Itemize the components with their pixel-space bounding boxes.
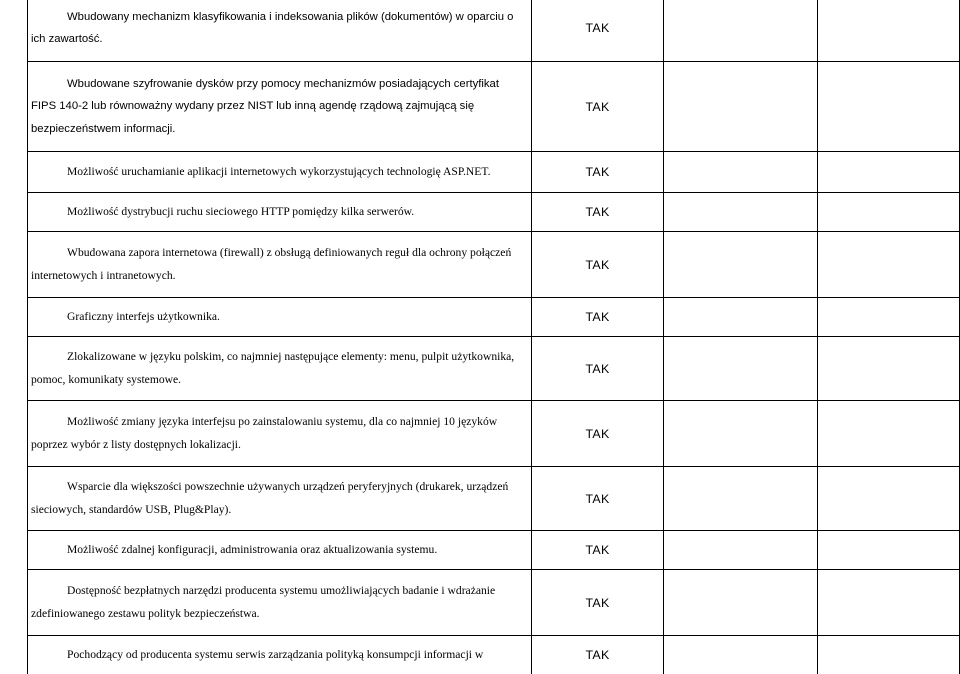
table-row: [28, 0, 960, 62]
requirement-description: Zlokalizowane w języku polskim, co najmniej następujące elementy: menu, pulpit użytkownika, pomoc, komunikaty systemowe.: [28, 337, 532, 401]
table-row: [28, 193, 960, 232]
notes-cell: [818, 531, 960, 570]
offered-parameter-cell: [664, 298, 818, 337]
table-row: [28, 636, 960, 674]
requirement-description: Wbudowane szyfrowanie dysków przy pomocy mechanizmów posiadających certyfikat FIPS 140-2 lub równoważny wydany przez NIST lub inną agendę rządową zajmującą się bezpieczeństwem informacji.: [28, 62, 532, 152]
table-row: [28, 298, 960, 337]
offered-parameter-cell: [664, 0, 818, 62]
offered-parameter-cell: [664, 193, 818, 232]
requirement-value: TAK: [532, 298, 664, 337]
requirement-description: Możliwość uruchamianie aplikacji internetowych wykorzystujących technologię ASP.NET.: [28, 152, 532, 193]
requirement-value: TAK: [532, 193, 664, 232]
offered-parameter-cell: [664, 467, 818, 531]
requirement-value: TAK: [532, 152, 664, 193]
requirement-description: Wbudowana zapora internetowa (firewall) z obsługą definiowanych reguł dla ochrony połączeń internetowych i intranetowych.: [28, 232, 532, 298]
requirement-value: TAK: [532, 62, 664, 152]
table-row: [28, 62, 960, 152]
requirement-description: Możliwość dystrybucji ruchu sieciowego HTTP pomiędzy kilka serwerów.: [28, 193, 532, 232]
notes-cell: [818, 570, 960, 636]
requirement-value: TAK: [532, 570, 664, 636]
requirement-value: TAK: [532, 636, 664, 674]
notes-cell: [818, 636, 960, 674]
requirement-value: TAK: [532, 337, 664, 401]
notes-cell: [818, 401, 960, 467]
requirement-description: Dostępność bezpłatnych narzędzi producenta systemu umożliwiających badanie i wdrażanie zdefiniowanego zestawu polityk bezpieczeństwa.: [28, 570, 532, 636]
notes-cell: [818, 337, 960, 401]
requirement-description: Możliwość zdalnej konfiguracji, administrowania oraz aktualizowania systemu.: [28, 531, 532, 570]
offered-parameter-cell: [664, 401, 818, 467]
offered-parameter-cell: [664, 531, 818, 570]
offered-parameter-cell: [664, 337, 818, 401]
table-row: [28, 337, 960, 401]
offered-parameter-cell: [664, 152, 818, 193]
requirement-value: TAK: [532, 232, 664, 298]
notes-cell: [818, 467, 960, 531]
table-row: [28, 401, 960, 467]
requirement-description: Graficzny interfejs użytkownika.: [28, 298, 532, 337]
requirement-description: Wbudowany mechanizm klasyfikowania i indeksowania plików (dokumentów) w oparciu o ich zawartość.: [28, 0, 532, 62]
table-row: [28, 570, 960, 636]
requirement-value: TAK: [532, 0, 664, 62]
notes-cell: [818, 152, 960, 193]
offered-parameter-cell: [664, 62, 818, 152]
requirement-value: TAK: [532, 531, 664, 570]
table-row: [28, 152, 960, 193]
offered-parameter-cell: [664, 232, 818, 298]
table-row: [28, 531, 960, 570]
table-row: [28, 232, 960, 298]
notes-cell: [818, 298, 960, 337]
requirement-description: Pochodzący od producenta systemu serwis zarządzania polityką konsumpcji informacji w: [28, 636, 532, 674]
requirement-description: Możliwość zmiany języka interfejsu po zainstalowaniu systemu, dla co najmniej 10 języków poprzez wybór z listy dostępnych lokalizacji.: [28, 401, 532, 467]
notes-cell: [818, 62, 960, 152]
requirement-value: TAK: [532, 401, 664, 467]
table-row: [28, 467, 960, 531]
notes-cell: [818, 193, 960, 232]
notes-cell: [818, 232, 960, 298]
requirements-table: [27, 0, 960, 674]
notes-cell: [818, 0, 960, 62]
offered-parameter-cell: [664, 636, 818, 674]
offered-parameter-cell: [664, 570, 818, 636]
requirement-value: TAK: [532, 467, 664, 531]
requirement-description: Wsparcie dla większości powszechnie używanych urządzeń peryferyjnych (drukarek, urządzeń sieciowych, standardów USB, Plug&Play).: [28, 467, 532, 531]
